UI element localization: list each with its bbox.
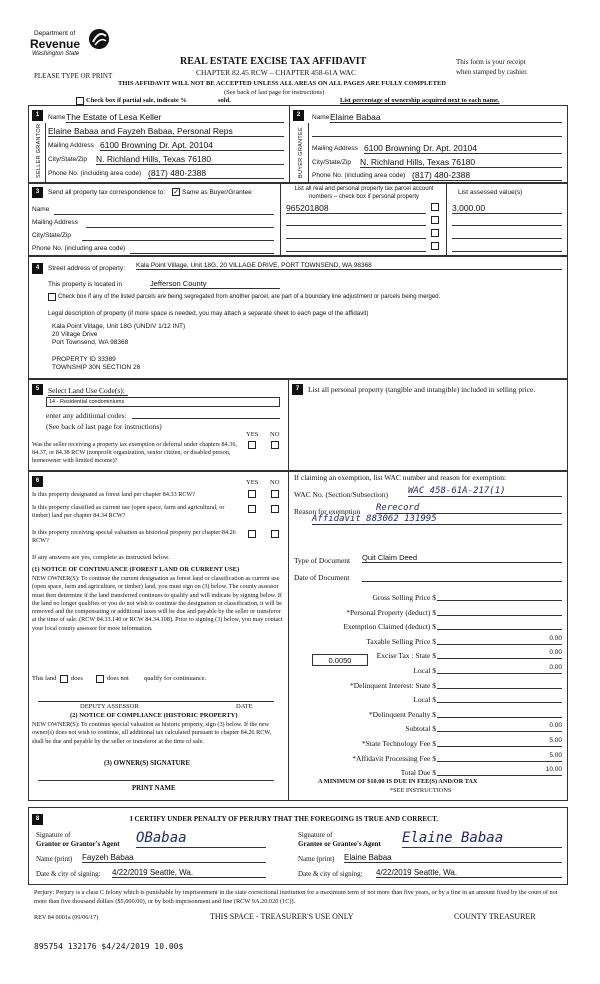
same-as-buyer-checkbox[interactable]: ✓ xyxy=(173,188,179,196)
seller-city-field[interactable]: N. Richland Hills, Texas 76180 xyxy=(96,154,284,165)
seller-name2-field[interactable]: Elaine Babaa and Fayzeh Babaa, Personal Reps xyxy=(48,126,284,137)
legal-line-5: TOWNSHIP 30N SECTION 26 xyxy=(52,364,141,371)
seller-city-label: City/State/Zip xyxy=(48,156,88,163)
assessed-header: List assessed value(s) xyxy=(458,189,523,196)
land-use-see-back: (See back of last page for instructions) xyxy=(46,422,162,431)
buyer-name-label: Name xyxy=(312,114,330,121)
section-8-number: 8 xyxy=(32,814,43,825)
parcel-number-1[interactable]: 965201808 xyxy=(286,203,426,214)
qualify-label: qualify for continuance. xyxy=(144,675,207,682)
buyer-city-label: City/State/Zip xyxy=(312,159,352,166)
forest-q1-no[interactable] xyxy=(271,490,279,498)
land-use-no-header: NO xyxy=(270,431,280,438)
land-does-checkbox[interactable] xyxy=(60,675,68,683)
grantee-name-field[interactable]: Elaine Babaa xyxy=(344,853,562,863)
tax-row-label: *Delinquent Penalty $ xyxy=(368,709,436,719)
land-does-not-checkbox[interactable] xyxy=(96,675,104,683)
minimum-due-note: A MINIMUM OF $10.00 IS DUE IN FEE(S) AND/OR TAX xyxy=(318,778,478,785)
located-in-label: This property is located in xyxy=(48,281,123,288)
see-back-note: (See back of last page for instructions) xyxy=(224,89,325,96)
notice-compliance-text: NEW OWNER(S): To continue special valuation as historic property, sign (3) below. If the new owner(s) does not wish to continue, all additional tax calculated pursuant to chapter 84.26 RCW, shall be due and payable by the seller or transferor at the time of sale. xyxy=(32,721,272,745)
legal-line-4: PROPERTY ID 33389 xyxy=(52,356,116,363)
notice-continuance-title: (1) NOTICE OF CONTINUANCE (FOREST LAND OR CURRENT USE) xyxy=(32,566,240,573)
tax-row-value[interactable] xyxy=(437,606,562,616)
segregated-checkbox[interactable] xyxy=(48,293,56,301)
dept-line3: Washington State xyxy=(32,51,80,57)
please-type: PLEASE TYPE OR PRINT xyxy=(34,72,113,80)
tax-row-value[interactable] xyxy=(437,679,562,689)
cashier-stamp: 895754 132176 $4/24/2019 10.00$ xyxy=(34,942,184,951)
deputy-date-label: DATE xyxy=(236,703,253,710)
buyer-city-field[interactable]: N. Richland Hills, Texas 76180 xyxy=(360,157,562,168)
seller-name-field[interactable]: The Estate of Lesa Keller xyxy=(66,112,284,123)
land-use-no-checkbox[interactable] xyxy=(271,441,279,449)
forest-yes-header: YES xyxy=(246,479,259,486)
form-title: REAL ESTATE EXCISE TAX AFFIDAVIT xyxy=(180,56,367,67)
section-2-number: 2 xyxy=(293,110,304,121)
forest-q3: Is this property receiving special valuation as historical property per chapter 84.26 RCW? xyxy=(32,529,236,544)
corr-city-label: City/State/Zip xyxy=(32,232,72,239)
tax-row-value[interactable]: 0.00 xyxy=(437,722,562,732)
legal-line-2: 20 Village Drive xyxy=(52,331,98,338)
notice-continuance-text: NEW OWNER(S): To continue the current designation as forest land or classification as current use (open space, farm and agriculture, or timber) land, you must sign on (3) below. The county assessor must then determine if the land transferred continues to qualify and will indicate by signing below. If the land no longer qualifies or you do not wish to continue the designation or classification, it will be removed and the compensating or additional taxes will be due and payable by the seller or transferor at the time of sale. (RCW 84.33.140 or RCW 84.34.108). Prior to signing (3) below, you may contact your local county assessor for more information. xyxy=(32,575,283,632)
grantee-name-label: Name (print) xyxy=(298,855,335,863)
legal-line-3: Port Townsend, WA 98368 xyxy=(52,339,129,346)
notice-compliance-title: (2) NOTICE OF COMPLIANCE (HISTORIC PROPERTY) xyxy=(70,712,238,719)
land-does-label: does xyxy=(71,675,83,682)
section-1-number: 1 xyxy=(32,110,43,121)
doc-type-field[interactable]: Quit Claim Deed xyxy=(362,553,562,563)
grantee-signature[interactable]: Elaine Babaa xyxy=(402,829,562,848)
buyer-phone-label: Phone No. (including area code) xyxy=(312,172,406,179)
parcel-1-personal-checkbox[interactable] xyxy=(431,203,439,211)
rev-number: REV 84 0001a (09/06/17) xyxy=(34,914,99,921)
perjury-notice: Perjury: Perjury is a class C felony which is punishable by imprisonment in the state correctional institution for a maximum term of not more than five years, or by a fine in an amount fixed by the court of not more than five thousand dollars ($5,000.00), or by both imprisonment and fine (RCW 9A.20.020 (1C)). xyxy=(34,889,558,905)
receipt-line2: when stamped by cashier. xyxy=(456,68,528,76)
forest-if-yes: If any answers are yes, complete as instructed below. xyxy=(32,554,170,561)
grantee-date-field[interactable]: 4/22/2019 Seattle, Wa. xyxy=(376,868,562,878)
assessed-value-1[interactable]: 3,000.00 xyxy=(452,203,562,214)
forest-q3-no[interactable] xyxy=(271,530,279,538)
tax-row-label: *Affidavit Processing Fee $ xyxy=(352,753,436,763)
print-name-label: PRINT NAME xyxy=(132,785,176,792)
not-accepted-notice: THIS AFFIDAVIT WILL NOT BE ACCEPTED UNLESS ALL AREAS ON ALL PAGES ARE FULLY COMPLETED xyxy=(118,80,446,87)
grantor-sig-label-1: Signature of xyxy=(36,831,71,839)
grantor-signature[interactable]: OBabaa xyxy=(136,829,266,848)
forest-q2-yes[interactable] xyxy=(248,505,256,513)
partial-sale-label: Check box if partial sale, indicate % xyxy=(86,97,187,104)
grantor-name-label: Name (print) xyxy=(36,855,73,863)
correspondence-label: Send all property tax correspondence to: xyxy=(48,189,166,196)
segregated-text: Check box if any of the listed parcels are being segregated from another parcel, are part of a boundary line adjustment or parcels being merged. xyxy=(58,294,441,300)
grantor-date-label: Date & city of signing: xyxy=(36,870,101,878)
seller-mailing-label: Mailing Address xyxy=(48,142,94,149)
forest-q3-yes[interactable] xyxy=(248,530,256,538)
tax-row-label: Excise Tax : State $ xyxy=(376,651,436,661)
list-percentage-note: List percentage of ownership acquired next to each name. xyxy=(340,97,500,104)
treasurer-space: THIS SPACE - TREASURER'S USE ONLY xyxy=(210,912,354,921)
county-treasurer-label: COUNTY TREASURER xyxy=(454,912,536,921)
reason-line-1[interactable]: Rerecord xyxy=(376,503,562,514)
section-4-number: 4 xyxy=(32,263,43,274)
parcel-header: List all real and personal property tax parcel account numbers – check box if personal property xyxy=(294,186,434,200)
street-address-field[interactable]: Kala Point Village, Unit 18G, 20 VILLAGE DRIVE, PORT TOWNSEND, WA 98368 xyxy=(136,262,562,270)
tax-row-value[interactable] xyxy=(437,620,562,630)
tax-row-label: Total Due $ xyxy=(400,768,436,778)
legal-line-1: Kala Point Village, Unit 18G (UNDIV 1/12 INT) xyxy=(52,323,186,330)
tax-row-label: Local $ xyxy=(413,695,436,705)
land-use-yes-header: YES xyxy=(246,431,259,438)
additional-codes-label: enter any additional codes: xyxy=(46,411,127,420)
tax-row-value[interactable] xyxy=(437,708,562,718)
legal-description-label: Legal description of property (if more space is needed, you may attach a separate sheet to each page of the affidavit) xyxy=(48,310,369,317)
tax-row-label: Gross Selling Price $ xyxy=(372,593,436,602)
doc-type-label: Type of Document xyxy=(294,556,351,565)
tax-row-label: *Delinquent Interest: State $ xyxy=(349,680,436,690)
grantor-sig-label-2: Grantor or Grantor's Agent xyxy=(36,840,120,848)
tax-row-value[interactable] xyxy=(437,591,562,601)
partial-sale-sold: sold. xyxy=(218,97,231,104)
corr-phone-label: Phone No. (including area code) xyxy=(32,245,126,252)
tax-row-value[interactable] xyxy=(437,693,562,703)
grantee-date-label: Date & city of signing: xyxy=(298,870,363,878)
tax-row-label: Exemption Claimed (deduct) $ xyxy=(343,622,436,632)
land-does-not-label: does not xyxy=(107,675,129,682)
buyer-name-field[interactable]: Elaine Babaa xyxy=(330,112,562,123)
deputy-assessor-label: DEPUTY ASSESSOR xyxy=(80,703,139,710)
forest-no-header: NO xyxy=(270,479,280,486)
parcel-4-personal-checkbox[interactable] xyxy=(431,242,439,250)
grantor-name-field[interactable]: Fayzeh Babaa xyxy=(82,853,266,863)
owner-signature-label: (3) OWNER(S) SIGNATURE xyxy=(104,760,190,767)
section-5-number: 5 xyxy=(32,384,43,395)
dept-line1: Department of xyxy=(34,30,76,37)
personal-property-text: List all personal property (tangible and intangible) included in selling price. xyxy=(308,385,536,394)
this-land-label: This land xyxy=(32,675,57,682)
parcel-2-personal-checkbox[interactable] xyxy=(431,216,439,224)
same-as-buyer-label: Same as Buyer/Grantee xyxy=(182,189,252,196)
land-use-code-field[interactable]: 14 - Residential condominiums xyxy=(46,397,280,407)
buyer-mailing-field[interactable]: 6100 Browning Dr. Apt. 20104 xyxy=(364,143,562,154)
department-logo xyxy=(30,26,120,66)
corr-name-label: Name xyxy=(32,206,50,213)
land-use-yes-checkbox[interactable] xyxy=(248,441,256,449)
exemption-header: If claiming an exemption, list WAC number and reason for exemption: xyxy=(294,473,507,482)
grantee-sig-label-2: Grantee or Grantee's Agent xyxy=(298,840,381,848)
forest-q1: Is this property designated as forest land per chapter 84.33 RCW? xyxy=(32,491,196,498)
buyer-mailing-label: Mailing Address xyxy=(312,145,358,152)
section-7-number: 7 xyxy=(292,384,303,395)
tax-row-label: *State Technology Fee $ xyxy=(361,739,436,748)
seller-phone-field[interactable]: (817) 480-2388 xyxy=(148,168,284,179)
seller-side-label: SELLER GRANTOR xyxy=(36,123,42,178)
exemption-question: Was the seller receiving a property tax exemption or deferral under chapters 84.36, 84.37, or 84.38 RCW (nonprofit organization, senior citizen, or disabled person, homeowner with limited income)? xyxy=(32,441,237,464)
receipt-line1: This form is your receipt xyxy=(456,58,526,66)
form-chapter: CHAPTER 82.45 RCW – CHAPTER 458-61A WAC xyxy=(196,68,356,77)
forest-q1-yes[interactable] xyxy=(248,490,256,498)
land-use-label: Select Land Use Code(s): xyxy=(48,386,125,395)
tax-row-value[interactable]: 0.00 xyxy=(437,635,562,645)
tax-row-label: Local $ xyxy=(413,666,436,675)
tax-row-value[interactable]: 10.00 xyxy=(437,766,562,776)
section-6-number: 6 xyxy=(32,476,43,487)
tax-row-value[interactable]: 0.00 xyxy=(437,664,562,674)
tax-row-label: Subtotal $ xyxy=(405,724,436,734)
tax-row-value[interactable]: 5.00 xyxy=(437,737,562,747)
reason-label: Reason for exemption xyxy=(294,507,361,516)
seller-phone-label: Phone No. (including area code) xyxy=(48,170,142,177)
partial-sale-checkbox[interactable] xyxy=(76,97,84,105)
grantee-sig-label-1: Signature of xyxy=(298,831,333,839)
minimum-see-instructions: *SEE INSTRUCTIONS xyxy=(390,787,452,794)
dept-line2: Revenue xyxy=(30,37,81,51)
forest-q2-no[interactable] xyxy=(271,505,279,513)
county-field[interactable]: Jefferson County xyxy=(150,279,280,289)
revenue-logo-icon xyxy=(88,28,110,50)
reason-line-2[interactable]: Affidavit 883062 131995 xyxy=(312,514,562,525)
seller-mailing-field[interactable]: 6100 Browning Dr. Apt. 20104 xyxy=(100,140,284,151)
buyer-side-label: BUYER GRANTEE xyxy=(298,127,304,178)
certify-statement: I CERTIFY UNDER PENALTY OF PERJURY THAT THE FOREGOING IS TRUE AND CORRECT. xyxy=(130,815,439,823)
seller-name-label: Name xyxy=(48,114,66,121)
local-rate-field[interactable]: 0.0050 xyxy=(312,654,368,666)
wac-label: WAC No. (Section/Subsection) xyxy=(294,490,388,499)
street-address-label: Street address of property: xyxy=(48,265,125,272)
corr-mailing-label: Mailing Address xyxy=(32,219,78,226)
tax-row-label: *Personal Property (deduct) $ xyxy=(346,607,436,617)
doc-date-label: Date of Document xyxy=(294,573,350,582)
tax-row-label: Taxable Selling Price $ xyxy=(366,636,436,646)
parcel-3-personal-checkbox[interactable] xyxy=(431,229,439,237)
tax-row-value[interactable]: 0.00 xyxy=(437,649,562,659)
forest-q2: Is this property classified as current use (open space, farm and agricultural, or timber) land per chapter 84.34 RCW? xyxy=(32,504,225,519)
buyer-phone-field[interactable]: (817) 480-2388 xyxy=(412,170,562,181)
section-3-number: 3 xyxy=(32,187,43,198)
wac-field[interactable]: WAC 458-61A-217(1) xyxy=(408,486,562,497)
tax-row-value[interactable]: 5.00 xyxy=(437,752,562,762)
grantor-date-field[interactable]: 4/22/2019 Seattle, Wa. xyxy=(112,868,266,878)
